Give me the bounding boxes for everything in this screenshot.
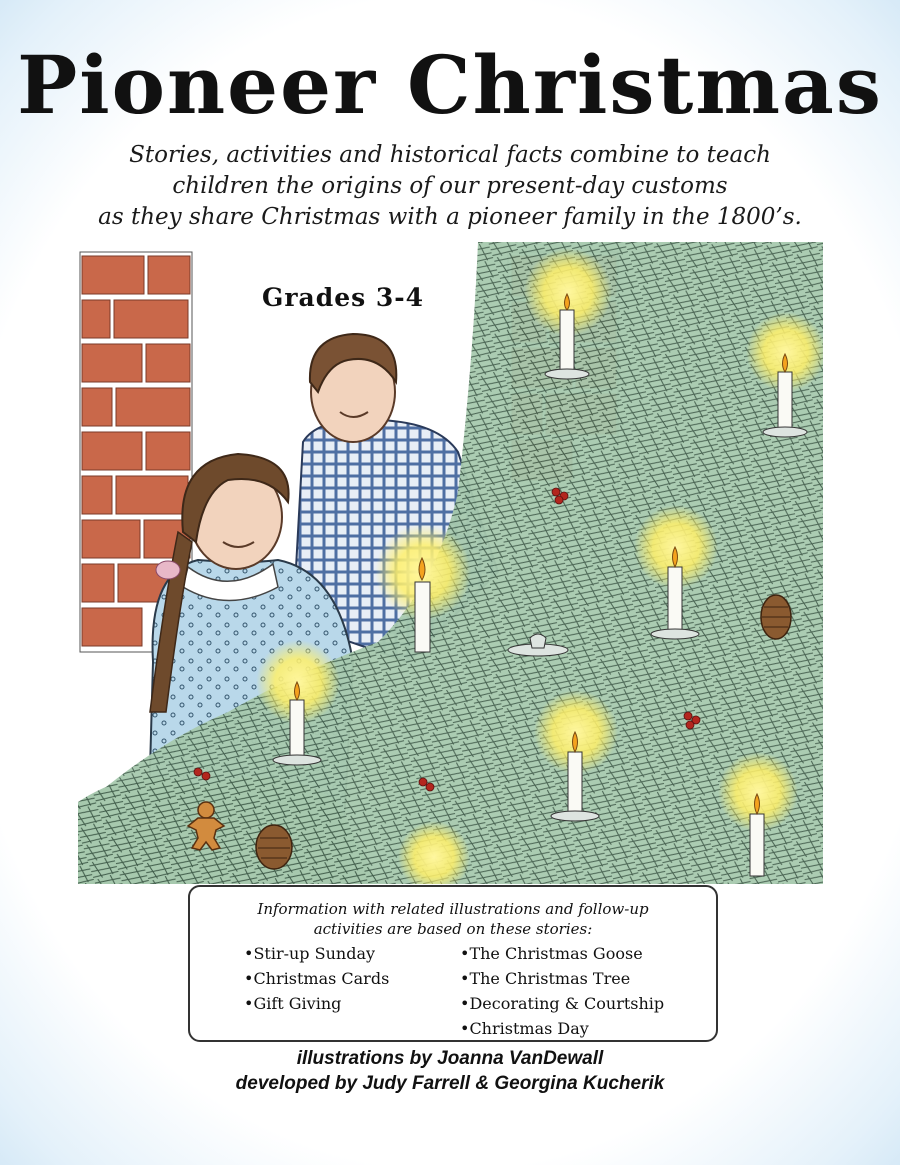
illustrator-credit: illustrations by Joanna VanDewall [296,1048,604,1069]
stories-list-left [244,941,389,1016]
story-item: • Stir-up Sunday [244,941,389,966]
stories-info-box [188,885,718,1042]
subtitle-line: Stories, activities and historical facts combine to teach [129,142,771,168]
subtitle [60,140,840,233]
info-intro-line: activities are based on these stories: [313,920,593,938]
info-intro-line: Information with related illustrations and follow-up [257,900,649,918]
info-intro [190,899,716,939]
subtitle-line: children the origins of our present-day customs [172,173,728,199]
cover-illustration [78,242,823,884]
story-item: • Decorating & Courtship [460,991,664,1016]
subtitle-line: as they share Christmas with a pioneer family in the 1800’s. [98,204,802,230]
grade-level: Grades 3-4 [262,283,425,312]
book-title: Pioneer Christmas [17,38,883,132]
pinecone-icon [256,825,292,869]
story-item: • Christmas Cards [244,966,389,991]
story-item: • Gift Giving [244,991,389,1016]
stories-list-right [460,941,664,1041]
pinecone-icon [761,595,791,639]
story-item: • Christmas Day [460,1016,664,1041]
story-item: • The Christmas Goose [460,941,664,966]
developer-credit: developed by Judy Farrell & Georgina Kucherik [235,1073,665,1094]
story-item: • The Christmas Tree [460,966,664,991]
